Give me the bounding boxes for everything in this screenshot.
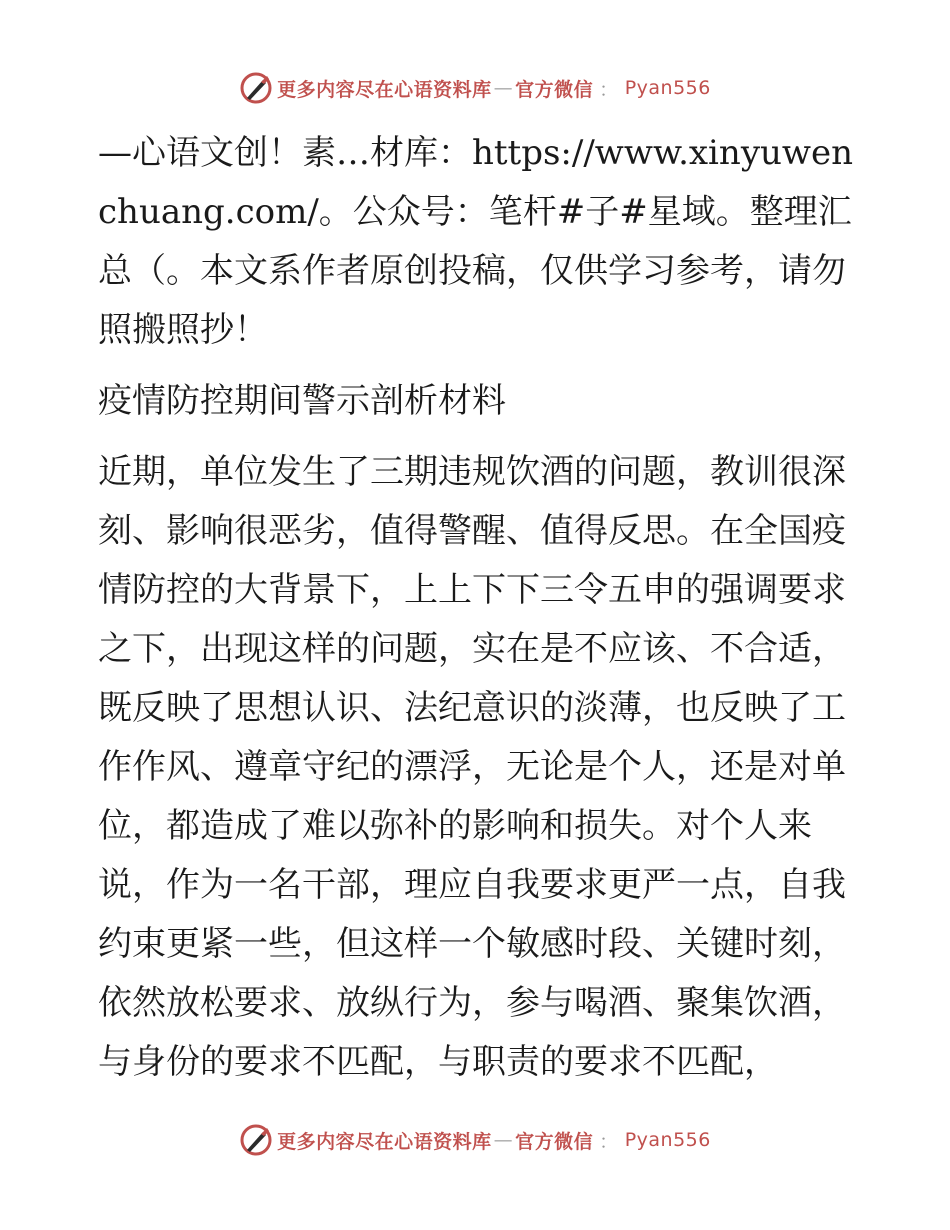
- footer-watermark-banner: [0, 1118, 950, 1162]
- header-watermark-banner: [0, 66, 950, 110]
- promo-text: 更多内容尽在心语资料库: [277, 78, 492, 101]
- wechat-handle: Pyan556: [624, 77, 711, 99]
- quill-circle-icon: [239, 1123, 273, 1157]
- promo-text: 更多内容尽在心语资料库: [277, 1130, 492, 1153]
- banner-dash: —: [493, 77, 514, 99]
- intro-paragraph: —心语文创！素…材库：https://www.xinyuwenchuang.com/。公众号：笔杆#子#星域。整理汇总（。本文系作者原创投稿，仅供学习参考，请勿照搬照抄！: [98, 133, 854, 350]
- document-body: [98, 124, 858, 1104]
- quill-circle-icon: [239, 71, 273, 105]
- document-title: 疫情防控期间警示剖析材料: [98, 381, 506, 421]
- wechat-label: 官方微信: [515, 1130, 594, 1153]
- banner-separator: ：: [599, 1130, 619, 1153]
- wechat-label: 官方微信: [515, 78, 594, 101]
- banner-dash: —: [493, 1129, 514, 1151]
- body-paragraph: 近期，单位发生了三期违规饮酒的问题，教训很深刻、影响很恶劣，值得警醒、值得反思。在全国疫情防控的大背景下，上上下下三令五申的强调要求之下，出现这样的问题，实在是不应该、不合适，既反映了思想认识、法纪意识的淡薄，也反映了工作作风、遵章守纪的漂浮，无论是个人，还是对单位，都造成了难以弥补的影响和损失。对个人来说，作为一名干部，理应自我要求更严一点，自我约束更紧一些，但这样一个敏感时段、关键时刻，依然放松要求、放纵行为，参与喝酒、聚集饮酒，与身份的要求不匹配，与职责的要求不匹配，: [98, 452, 846, 1082]
- banner-separator: ：: [599, 78, 619, 101]
- wechat-handle: Pyan556: [624, 1129, 711, 1151]
